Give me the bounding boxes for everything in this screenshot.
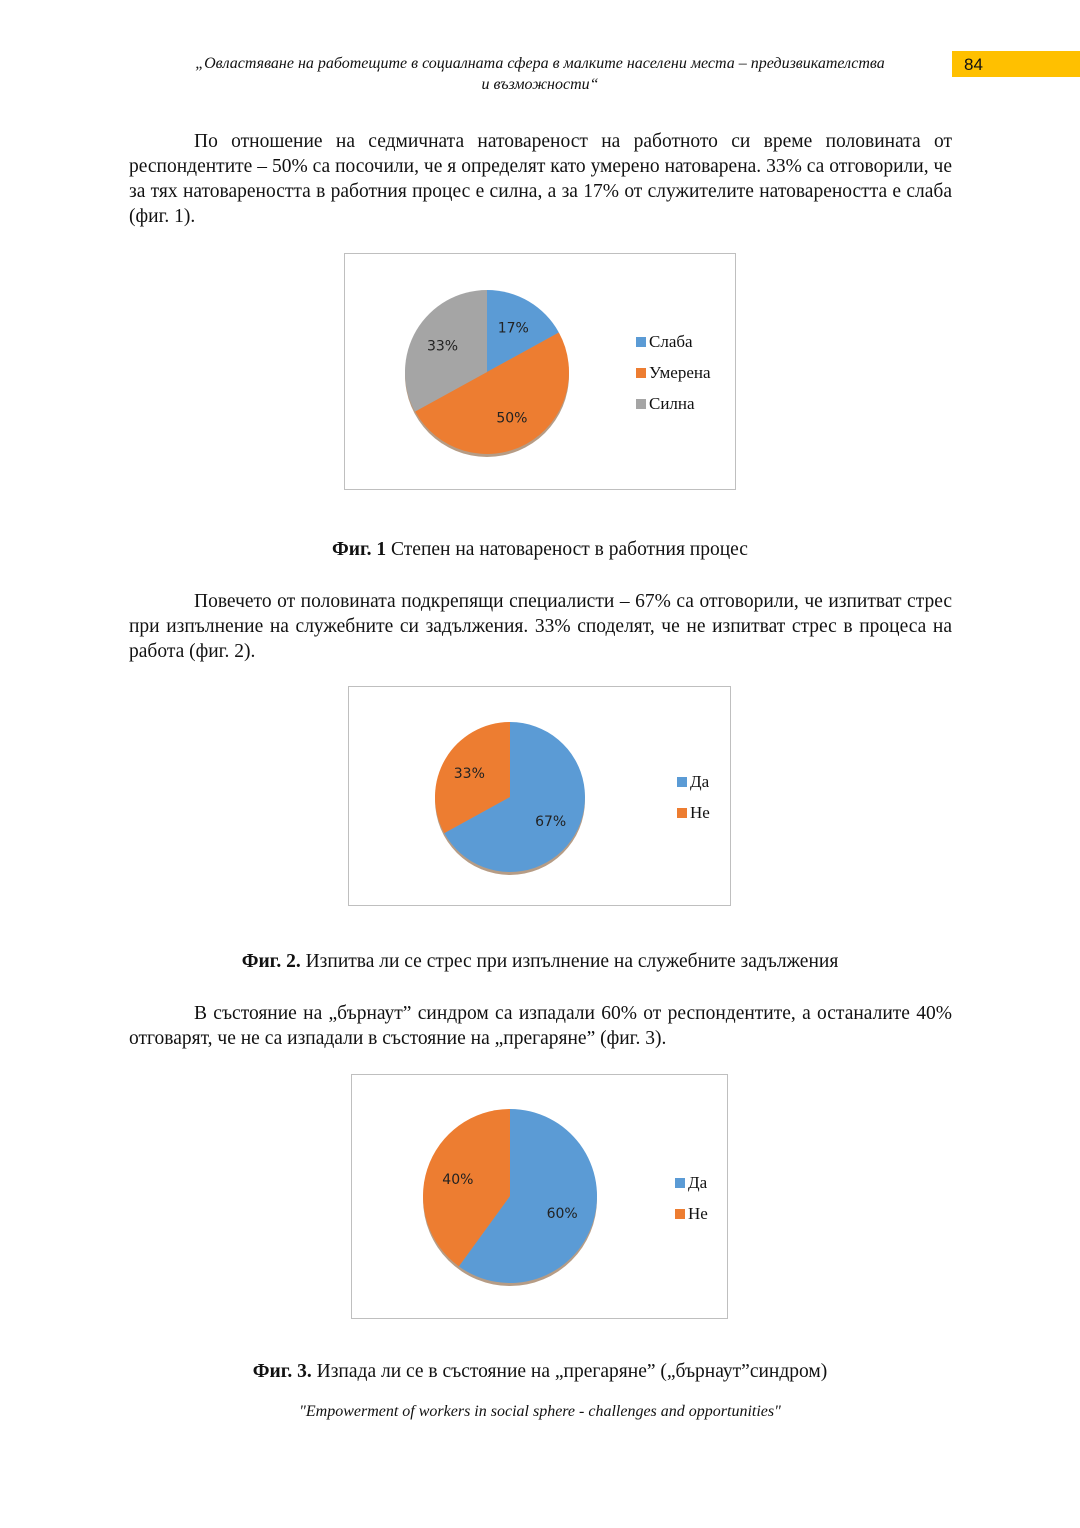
caption-text: Степен на натовареност в работния процес bbox=[386, 539, 748, 560]
chart-fig-3 bbox=[351, 1074, 728, 1319]
page-number: 84 bbox=[952, 51, 1080, 77]
legend-item bbox=[636, 357, 711, 388]
legend-swatch bbox=[636, 368, 646, 378]
legend-swatch bbox=[675, 1178, 685, 1188]
legend-label: Силна bbox=[649, 394, 695, 413]
running-footer: "Empowerment of workers in social sphere - challenges and opportunities" bbox=[299, 1403, 781, 1420]
paragraph-3: В състояние на „бърнаут” синдром са изпадали 60% от респондентите, а останалите 40% отговарят, че не са изпадали в състояние на „прегаряне” (фиг. 3). bbox=[129, 1003, 952, 1049]
caption-fig-1 bbox=[0, 539, 1080, 561]
legend bbox=[636, 326, 711, 419]
caption-label: Фиг. 1 bbox=[332, 539, 387, 560]
legend bbox=[677, 766, 710, 828]
data-label: 50% bbox=[496, 410, 528, 427]
caption-text: Изпада ли се в състояние на „прегаряне” („бърнаут”синдром) bbox=[311, 1361, 828, 1382]
legend-item bbox=[636, 388, 711, 419]
data-label: 60% bbox=[546, 1205, 578, 1222]
data-label: 17% bbox=[497, 320, 529, 337]
running-header bbox=[130, 53, 950, 95]
legend-item bbox=[675, 1198, 708, 1229]
legend-item bbox=[675, 1167, 708, 1198]
legend-item bbox=[677, 766, 710, 797]
legend-item bbox=[636, 326, 711, 357]
caption-label: Фиг. 3. bbox=[252, 1361, 312, 1382]
legend-swatch bbox=[675, 1209, 685, 1219]
paragraph-2: Повечето от половината подкрепящи специалисти – 67% са отговорили, че изпитват стрес при изпълнение на служебните си задължения. 33% споделят, че не изпитват стрес в процеса на работа (фиг. 2). bbox=[129, 591, 952, 662]
caption-text: Изпитва ли се стрес при изпълнение на служебните задължения bbox=[300, 951, 839, 972]
pie-svg bbox=[349, 687, 730, 905]
legend-label: Умерена bbox=[649, 363, 711, 382]
header-line-2: и възможности“ bbox=[481, 76, 599, 93]
caption-fig-2 bbox=[0, 951, 1080, 973]
chart-fig-2 bbox=[348, 686, 731, 906]
header-line-1: „Овластяване на работещите в социалната сфера в малките населени места – предизвикателства bbox=[195, 55, 885, 72]
pie-svg bbox=[352, 1075, 727, 1318]
legend-swatch bbox=[636, 337, 646, 347]
legend-swatch bbox=[636, 399, 646, 409]
legend bbox=[675, 1167, 708, 1229]
chart-fig-1 bbox=[344, 253, 736, 490]
legend-label: Да bbox=[690, 772, 710, 791]
legend-label: Да bbox=[688, 1173, 708, 1192]
data-label: 33% bbox=[426, 338, 459, 355]
data-label: 67% bbox=[535, 814, 567, 831]
caption-label: Фиг. 2. bbox=[241, 951, 301, 972]
data-label: 33% bbox=[453, 765, 485, 782]
data-label: 40% bbox=[442, 1172, 474, 1189]
legend-label: Слаба bbox=[649, 332, 693, 351]
caption-fig-3 bbox=[0, 1361, 1080, 1383]
paragraph-1: По отношение на седмичната натовареност на работното си време половината от респондентите – 50% са посочили, че я определят като умерено натоварена. 33% са отговорили, че за тях натовареността в работния процес е силна, а за 17% от служителите натовареността е слаба (фиг. 1). bbox=[129, 131, 952, 227]
legend-label: Не bbox=[690, 803, 710, 822]
legend-swatch bbox=[677, 808, 687, 818]
legend-swatch bbox=[677, 777, 687, 787]
legend-label: Не bbox=[688, 1204, 708, 1223]
legend-item bbox=[677, 797, 710, 828]
